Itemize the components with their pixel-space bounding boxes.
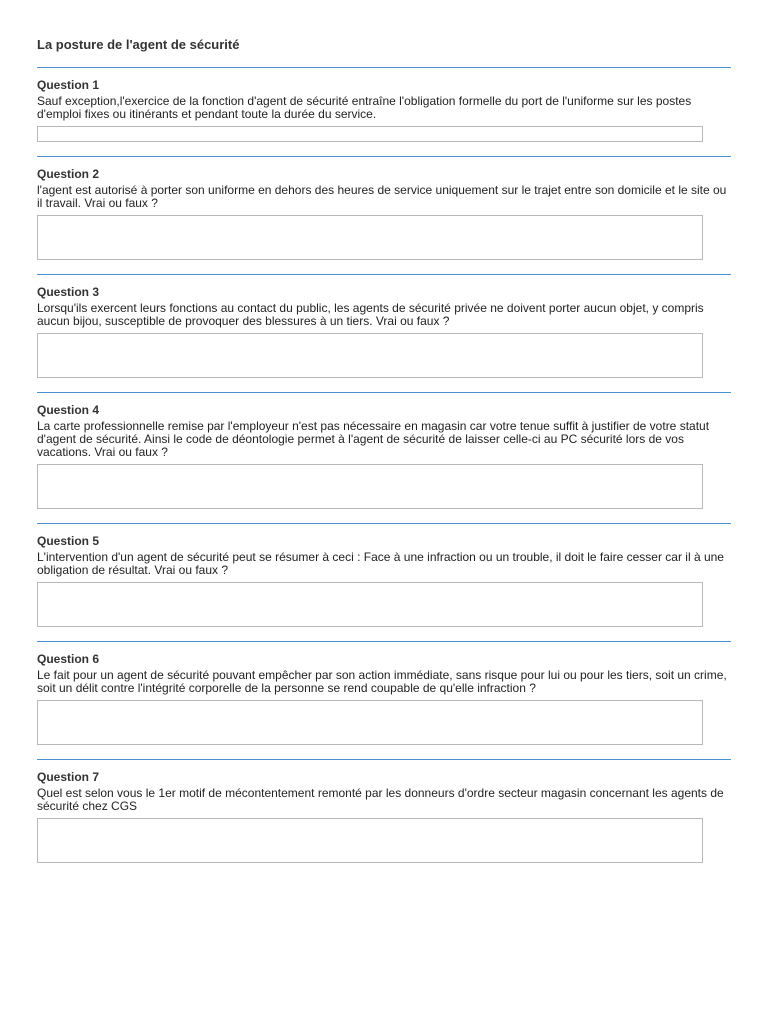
question-label: Question 4 — [37, 403, 100, 417]
question-3 — [37, 274, 731, 392]
question-text: l'agent est autorisé à porter son uniforme en dehors des heures de service uniquement sur le trajet entre son domicile et le site ou il travail. Vrai ou faux ? — [37, 183, 727, 210]
question-5 — [37, 523, 731, 641]
question-label: Question 2 — [37, 167, 100, 181]
question-text: Sauf exception,l'exercice de la fonction d'agent de sécurité entraîne l'obligation formelle du port de l'uniforme sur les postes d'emploi fixes ou itinérants et pendant toute la durée du service. — [37, 94, 692, 121]
answer-field[interactable] — [37, 818, 703, 863]
question-text: Quel est selon vous le 1er motif de mécontentement remonté par les donneurs d'ordre secteur magasin concernant les agents de sécurité chez CGS — [37, 786, 724, 813]
question-text: L'intervention d'un agent de sécurité peut se résumer à ceci : Face à une infraction ou un trouble, il doit le faire cesser car il à une obligation de résultat. Vrai ou faux ? — [37, 550, 724, 577]
question-7 — [37, 759, 731, 877]
page-title: La posture de l'agent de sécurité — [37, 37, 240, 52]
question-4 — [37, 392, 731, 523]
answer-field[interactable] — [37, 464, 703, 509]
question-text: Lorsqu'ils exercent leurs fonctions au contact du public, les agents de sécurité privée ne doivent porter aucun objet, y compris aucun bijou, susceptible de provoquer des blessures à un tiers. Vrai ou faux ? — [37, 301, 704, 328]
question-label: Question 3 — [37, 285, 100, 299]
question-text: La carte professionnelle remise par l'employeur n'est pas nécessaire en magasin car votre tenue suffit à justifier de votre statut d'agent de sécurité. Ainsi le code de déontologie permet à l'agent de sécurité de laisser celle-ci au PC sécurité lors de vos vacations. Vrai ou faux ? — [37, 419, 710, 459]
answer-field[interactable] — [37, 126, 703, 142]
question-label: Question 7 — [37, 770, 100, 784]
answer-field[interactable] — [37, 582, 703, 627]
question-label: Question 5 — [37, 534, 100, 548]
answer-field[interactable] — [37, 215, 703, 260]
question-6 — [37, 641, 731, 759]
question-list — [37, 67, 731, 877]
question-label: Question 6 — [37, 652, 100, 666]
question-2 — [37, 156, 731, 274]
question-text: Le fait pour un agent de sécurité pouvant empêcher par son action immédiate, sans risque pour lui ou pour les tiers, soit un crime, soit un délit contre l'intégrité corporelle de la personne se rend coupable de qu'elle infraction ? — [37, 668, 727, 695]
question-1 — [37, 67, 731, 156]
question-label: Question 1 — [37, 78, 100, 92]
answer-field[interactable] — [37, 700, 703, 745]
answer-field[interactable] — [37, 333, 703, 378]
